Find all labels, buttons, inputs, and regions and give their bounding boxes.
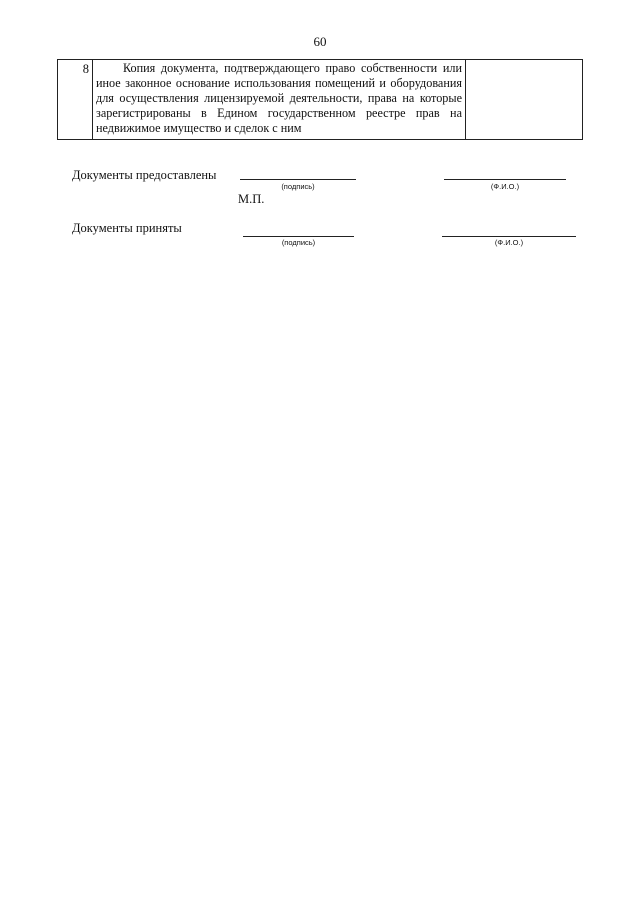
documents-table [57, 59, 583, 140]
row-number: 8 [58, 60, 93, 140]
row-text-cell [93, 60, 466, 140]
accepted-signature-caption: (подпись) [281, 238, 316, 247]
stamp-place: М.П. [238, 192, 265, 206]
accepted-name-caption: (Ф.И.О.) [494, 238, 524, 247]
provided-name-caption: (Ф.И.О.) [490, 182, 520, 191]
row-note-cell [466, 60, 583, 140]
provided-signature-line [240, 179, 356, 180]
provided-name-line [444, 179, 566, 180]
accepted-label: Документы приняты [72, 221, 182, 235]
table-row [58, 60, 583, 140]
accepted-name-line [442, 236, 576, 237]
accepted-signature-line [243, 236, 354, 237]
provided-label: Документы предоставлены [72, 168, 217, 182]
provided-signature-caption: (подпись) [281, 182, 315, 191]
page-number: 60 [313, 34, 327, 49]
row-text: Копия документа, подтверждающего право собственности или иное законное основание использования помещений и оборудования для осуществления лицензируемой деятельности, права на которые зарегистрированы в Едином государственном реестре прав на недвижимое имущество и сделок с ним [96, 61, 462, 135]
